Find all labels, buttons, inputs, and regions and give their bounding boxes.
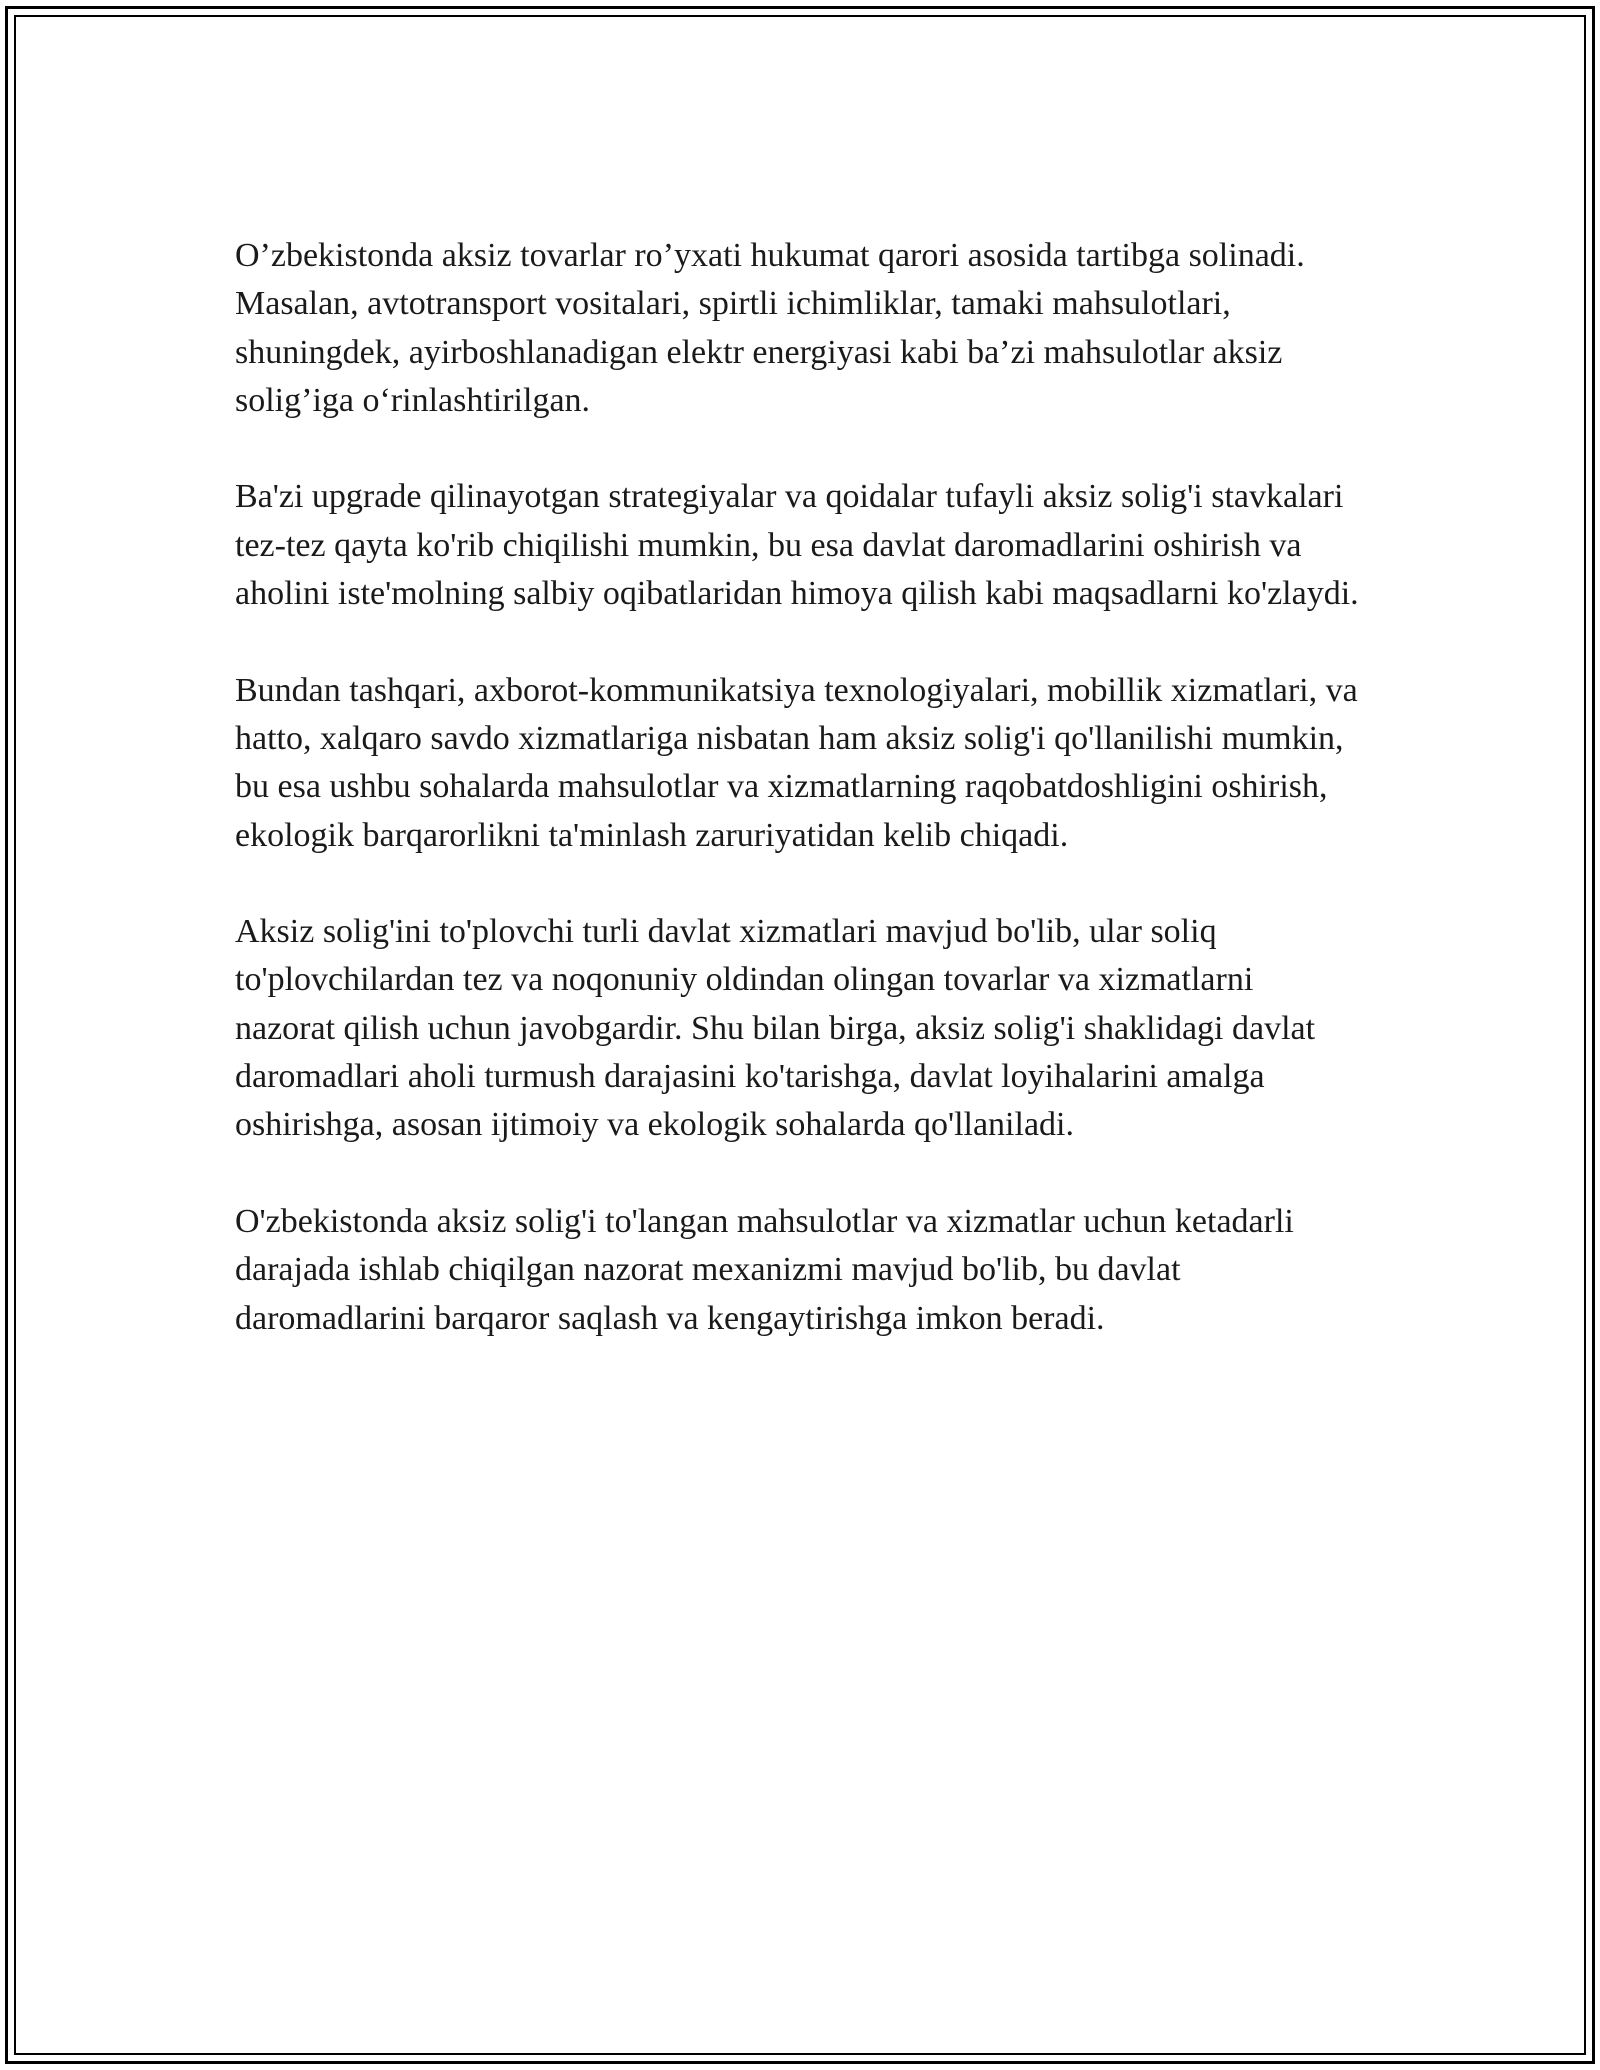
paragraph-4: Aksiz solig'ini to'plovchi turli davlat xizmatlari mavjud bo'lib, ular soliq to'plovchilardan tez va noqonuniy oldindan olingan tovarlar va xizmatlarni nazorat qilish uchun javobgardir. Shu bilan birga, aksiz solig'i shaklidagi davlat daromadlari aholi turmush darajasini ko'tarishga, davlat loyihalarini amalga oshirishga, asosan ijtimoiy va ekologik sohalarda qo'llaniladi. bbox=[235, 913, 1316, 1144]
document-body bbox=[235, 232, 1360, 1391]
paragraph-1: O’zbekistonda aksiz tovarlar ro’yxati hukumat qarori asosida tartibga solinadi. Masalan, avtotransport vositalari, spirtli ichimliklar, tamaki mahsulotlari, shuningdek, ayirboshlanadigan elektr energiyasi kabi ba’zi mahsulotlar aksiz solig’iga o‘rinlashtirilgan. bbox=[235, 237, 1305, 419]
paragraph-2: Ba'zi upgrade qilinayotgan strategiyalar va qoidalar tufayli aksiz solig'i stavkalari tez-tez qayta ko'rib chiqilishi mumkin, bu esa davlat daromadlarini oshirish va aholini iste'molning salbiy oqibatlaridan himoya qilish kabi maqsadlarni ko'zlaydi. bbox=[235, 478, 1359, 613]
paragraph-3: Bundan tashqari, axborot-kommunikatsiya texnologiyalari, mobillik xizmatlari, va hatto, xalqaro savdo xizmatlariga nisbatan ham aksiz solig'i qo'llanilishi mumkin, bu esa ushbu sohalarda mahsulotlar va xizmatlarning raqobatdoshligini oshirish, ekologik barqarorlikni ta'minlash zaruriyatidan kelib chiqadi. bbox=[235, 671, 1358, 854]
paragraph-5: O'zbekistonda aksiz solig'i to'langan mahsulotlar va xizmatlar uchun ketadarli darajada ishlab chiqilgan nazorat mexanizmi mavjud bo'lib, bu davlat daromadlarini barqaror saqlash va kengaytirishga imkon beradi. bbox=[235, 1202, 1294, 1337]
